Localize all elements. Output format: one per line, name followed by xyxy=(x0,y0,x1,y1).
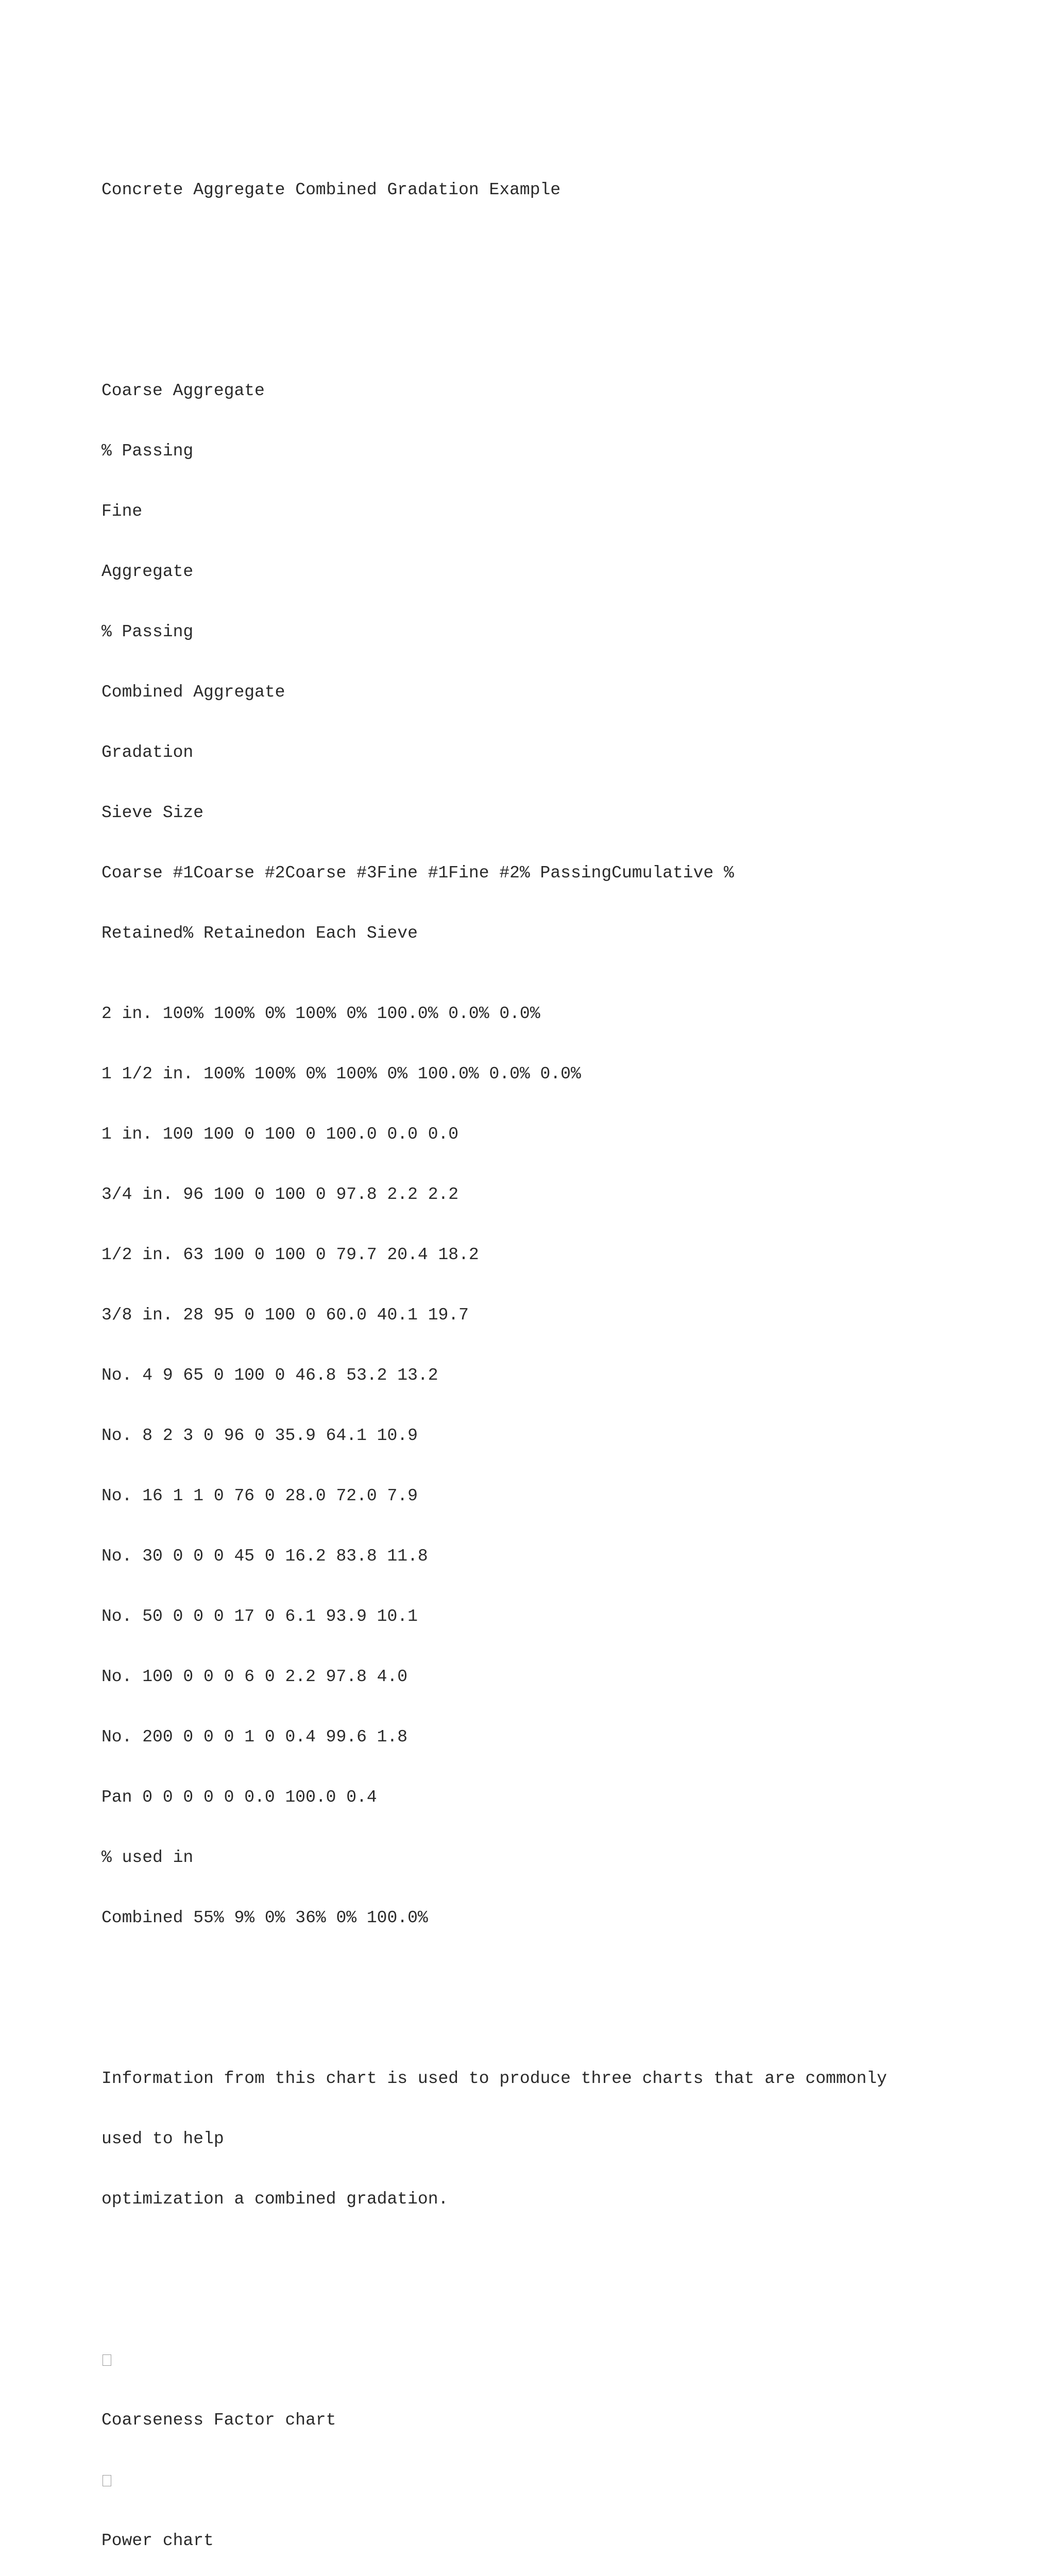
table-row: No. 8 2 3 0 96 0 35.9 64.1 10.9 xyxy=(101,1426,418,1445)
table-row: No. 30 0 0 0 45 0 16.2 83.8 11.8 xyxy=(101,1547,428,1566)
list-item: Coarseness Factor chart xyxy=(101,2411,336,2430)
table-row: 1 1/2 in. 100% 100% 0% 100% 0% 100.0% 0.0% 0.0% xyxy=(101,1064,581,1083)
table-row: No. 4 9 65 0 100 0 46.8 53.2 13.2 xyxy=(101,1366,438,1385)
table-row: Combined 55% 9% 0% 36% 0% 100.0% xyxy=(101,1908,428,1927)
table-row: 1/2 in. 63 100 0 100 0 79.7 20.4 18.2 xyxy=(101,1245,479,1264)
list-item: Power chart xyxy=(101,2531,214,2550)
table-header-line: Coarse #1Coarse #2Coarse #3Fine #1Fine #2% PassingCumulative % xyxy=(101,863,734,883)
table-row: Pan 0 0 0 0 0 0.0 100.0 0.4 xyxy=(101,1788,377,1807)
table-row: % used in xyxy=(101,1848,194,1867)
table-row: No. 100 0 0 0 6 0 2.2 97.8 4.0 xyxy=(101,1667,408,1686)
bullet-box-icon xyxy=(103,2354,111,2366)
document-title: Concrete Aggregate Combined Gradation Example xyxy=(101,180,561,199)
bullet-box-icon xyxy=(103,2475,111,2486)
table-row: 3/8 in. 28 95 0 100 0 60.0 40.1 19.7 xyxy=(101,1306,469,1325)
info-paragraph-line: used to help xyxy=(101,2129,224,2148)
info-paragraph-line: optimization a combined gradation. xyxy=(101,2190,449,2209)
table-header-line: Combined Aggregate xyxy=(101,683,285,702)
document-text xyxy=(101,120,1008,2576)
table-header-line: Sieve Size xyxy=(101,803,204,822)
table-row: 3/4 in. 96 100 0 100 0 97.8 2.2 2.2 xyxy=(101,1185,459,1204)
info-paragraph-line: Information from this chart is used to produce three charts that are commonly xyxy=(101,2069,887,2088)
list-bullet xyxy=(101,2470,1008,2490)
table-header-line: % Passing xyxy=(101,622,194,641)
table-header-line: % Passing xyxy=(101,442,194,461)
table-header-line: Gradation xyxy=(101,743,194,762)
table-row: 1 in. 100 100 0 100 0 100.0 0.0 0.0 xyxy=(101,1125,459,1144)
list-bullet xyxy=(101,2350,1008,2370)
table-row: No. 200 0 0 0 1 0 0.4 99.6 1.8 xyxy=(101,1727,408,1747)
table-row: 2 in. 100% 100% 0% 100% 0% 100.0% 0.0% 0.0% xyxy=(101,1004,540,1023)
table-header-line: Aggregate xyxy=(101,562,194,581)
table-row: No. 50 0 0 0 17 0 6.1 93.9 10.1 xyxy=(101,1607,418,1626)
table-header-line: Retained% Retainedon Each Sieve xyxy=(101,924,418,943)
table-header-line: Fine xyxy=(101,502,143,521)
table-header-line: Coarse Aggregate xyxy=(101,381,265,400)
table-row: No. 16 1 1 0 76 0 28.0 72.0 7.9 xyxy=(101,1486,418,1505)
